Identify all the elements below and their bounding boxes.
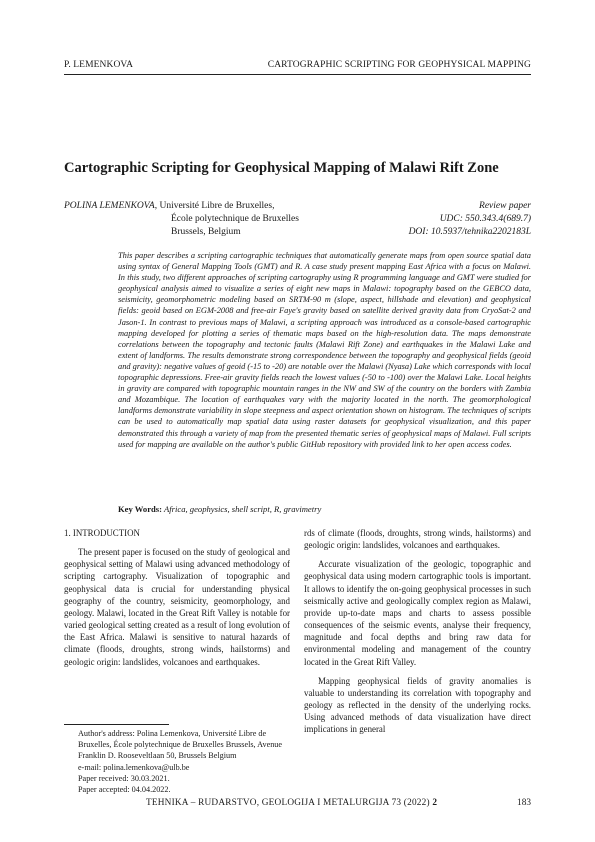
- footnote-rule: [64, 724, 169, 725]
- journal-name: TEHNIKA – RUDARSTVO, GEOLOGIJA I METALURGIJA 73 (2022): [146, 798, 433, 808]
- paper-received: Paper received: 30.03.2021.: [78, 773, 170, 783]
- page-number: 183: [517, 798, 531, 808]
- author-address: Author's address: Polina Lemenkova, Université Libre de Bruxelles, École polytechnique de Bruxelles Brussels, Avenue Franklin D. Rooseveltlaan 50, Brussels Belgium: [78, 729, 283, 761]
- udc-code: UDC: 550.343.4(689.7): [439, 214, 531, 224]
- paper-accepted: Paper accepted: 04.04.2022.: [78, 785, 171, 795]
- journal-footer: [146, 798, 437, 808]
- author-row-3: [64, 226, 531, 239]
- author-block: [64, 200, 531, 239]
- paper-type: Review paper: [479, 201, 531, 211]
- intro-paragraph-1-continued: rds of climate (floods, droughts, strong winds, hailstorms) and geologic origin: landslides, volcanoes and earthquakes.: [304, 528, 531, 551]
- abstract: This paper describes a scripting cartographic techniques that automatically generate maps from open source spatial data using syntax of General Mapping Tools (GMT) and R. A case study present mapping East Africa with a focus on Malawi. In this study, two different approaches of scripting cartography using R programming language and GMT were studied for geophysical analysis aimed to visualize a series of eight new maps in Malawi: topography based on the GEBCO data, seismicity, geomorphometric modeling based on SRTM-90 m (slope, aspect, hillshade and elevation) and geophysical fields: geoid based on EGM-2008 and free-air Faye's gravity based on satellite derived gravity data from CryoSat-2 and Jason-1. In contrast to previous maps of Malawi, a scripting approach was introduced as a console-based cartographic mapping developed for plotting a series of thematic maps based on the high-resolution data. The maps demonstrate correlations between the topography and tectonic faults (Malawi Rift Zone) and earthquakes in the Malawi Lake and extent of landforms. The results demonstrate strong correspondence between the topography and geophysical fields (geoid and gravity): negative values of geoid (-15 to -20) are notable over the Malawi (Nyasa) Lake which corresponds with local topographic depressions. Free-air gravity fields reach the lowest values (-50 to -100) over the Malawi Lake. Local heights in gravity are compared with topographic mountain ranges in the NW and SW of the country on the borders with Zambia and Mozambique. The location of earthquakes vary with the majority located in the north. The geomorphological landforms demonstrate variability in slope steepness and aspect orientation shown on histogram. The techniques of scripts can be used to automatically map spatial data using raster datasets for geophysical visualization, and this paper demonstrated this through a variety of map from the presented thematic series of geophysical maps of Malawi. Full scripts used for mapping are available on the author's public GitHub repository with provided link to her open access codes.: [118, 251, 531, 449]
- affiliation-2: École polytechnique de Bruxelles: [171, 214, 299, 224]
- author-row-1: [64, 200, 531, 213]
- footnotes: [64, 728, 290, 795]
- keywords-value: Africa, geophysics, shell script, R, gravimetry: [162, 504, 322, 514]
- author-email: e-mail: polina.lemenkova@ulb.be: [78, 762, 190, 772]
- affiliation-3: Brussels, Belgium: [171, 227, 241, 237]
- affiliation-1: , Université Libre de Bruxelles,: [154, 201, 275, 211]
- keywords-label: Key Words:: [118, 504, 163, 514]
- left-column: [64, 527, 290, 729]
- intro-paragraph-1: The present paper is focused on the study of geological and geophysical setting of Malawi using advanced methodology of scripting cartography. Visualization of topographic and geophysical data is crucial for understanding physical geography of the country, seismicity, geomorphology, and geology. Malawi, located in the Great Rift Valley is notable for varied geological setting created as a result of long evolution of the East Africa. Malawi is sensitive to natural hazards of climate (floods, droughts, strong winds, hailstorms) and geologic origin: landslides, volcanoes and earthquakes.: [64, 547, 290, 667]
- keywords: [118, 504, 531, 514]
- author-line: [64, 200, 274, 213]
- section-heading: 1. INTRODUCTION: [64, 528, 140, 538]
- intro-paragraph-3: Mapping geophysical fields of gravity anomalies is valuable to understanding its correlation with topography and geology as reflected in the density of the underlying rocks. Using advanced methods of data visualization have direct implications in general: [304, 675, 531, 735]
- paper-title: Cartographic Scripting for Geophysical Mapping of Malawi Rift Zone: [64, 160, 499, 176]
- author-row-2: [64, 213, 531, 226]
- running-header-title: CARTOGRAPHIC SCRIPTING FOR GEOPHYSICAL MAPPING: [267, 60, 531, 70]
- running-header-author: P. LEMENKOVA: [64, 60, 134, 70]
- journal-issue: 2: [432, 798, 438, 808]
- header-rule: [64, 74, 531, 75]
- author-name: POLINA LEMENKOVA: [64, 201, 155, 211]
- doi: DOI: 10.5937/tehnika2202183L: [408, 227, 531, 237]
- intro-paragraph-2: Accurate visualization of the geologic, topographic and geophysical data using modern cartographic tools is important. It allows to identify the on-going geophysical processes in such seismically active and geologically complex region as Malawi, provide up-to-date maps and charts to assess possible consequences of the seismic events, analyse their frequency, magnitude and focal depths and bring raw data for environmental modeling and management of the country located in the Great Rift Valley.: [304, 559, 531, 667]
- right-column: [304, 527, 531, 736]
